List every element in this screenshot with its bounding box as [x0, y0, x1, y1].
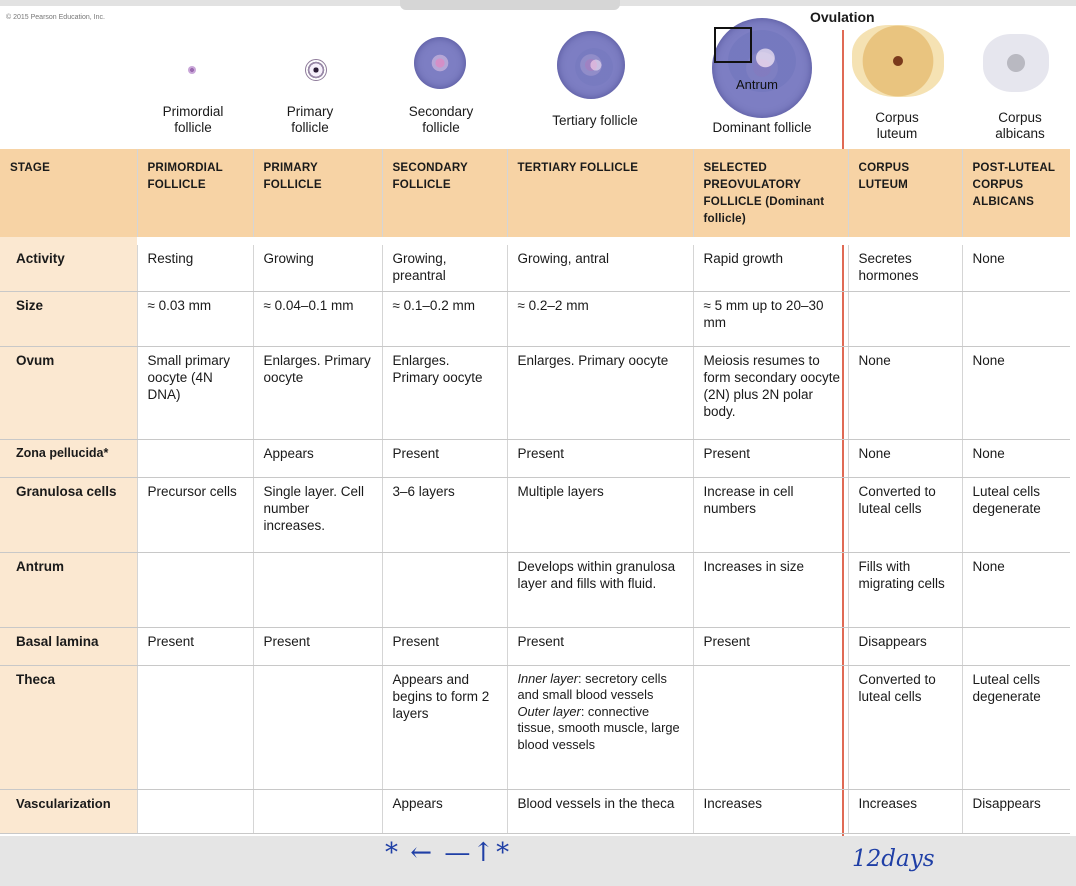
- handwritten-marks: * ← —↑*: [385, 838, 512, 868]
- table-cell: Develops within granulosa layer and fills with fluid.: [507, 552, 693, 627]
- table-row: [0, 291, 1070, 346]
- table-cell: Increase in cell numbers: [693, 477, 848, 552]
- copyright: © 2015 Pearson Education, Inc.: [6, 14, 105, 21]
- table-cell: Enlarges. Primary oocyte: [382, 346, 507, 439]
- header-corpus-luteum: CORPUS LUTEUM: [848, 149, 962, 237]
- table-cell: ≈ 5 mm up to 20–30 mm: [693, 291, 848, 346]
- table-cell: Converted to luteal cells: [848, 477, 962, 552]
- table-cell: ≈ 0.1–0.2 mm: [382, 291, 507, 346]
- table-row: [0, 245, 1070, 291]
- table-cell: Disappears: [848, 627, 962, 665]
- top-bar-handle[interactable]: [400, 0, 620, 10]
- table-cell: None: [848, 439, 962, 477]
- table-cell: Appears and begins to form 2 layers: [382, 665, 507, 789]
- row-label: Granulosa cells: [0, 477, 137, 552]
- table-cell: Fills with migrating cells: [848, 552, 962, 627]
- table-cell: Luteal cells degenerate: [962, 665, 1070, 789]
- table-row: [0, 439, 1070, 477]
- table-cell: Present: [253, 627, 382, 665]
- table-cell: Secretes hormones: [848, 245, 962, 291]
- tertiary-antrum-image: [575, 48, 613, 86]
- table-cell: ≈ 0.04–0.1 mm: [253, 291, 382, 346]
- table-cell: None: [962, 439, 1070, 477]
- table-row: [0, 346, 1070, 439]
- table-cell: Present: [137, 627, 253, 665]
- stage-label-dominant: Dominant follicle: [712, 120, 812, 135]
- table-cell: ≈ 0.03 mm: [137, 291, 253, 346]
- table-cell: Enlarges. Primary oocyte: [507, 346, 693, 439]
- table-cell: [693, 665, 848, 789]
- table-cell: Growing: [253, 245, 382, 291]
- table-cell: Appears: [382, 789, 507, 833]
- header-corpus-albicans: POST-LUTEAL CORPUS ALBICANS: [962, 149, 1070, 237]
- table-cell: [253, 552, 382, 627]
- row-label: Vascularization: [0, 789, 137, 833]
- primary-follicle-image: [305, 59, 327, 81]
- table-cell: Multiple layers: [507, 477, 693, 552]
- stage-label-corpus-luteum: Corpus luteum: [875, 110, 919, 141]
- table-cell: ≈ 0.2–2 mm: [507, 291, 693, 346]
- stage-label-secondary: Secondary follicle: [408, 104, 474, 135]
- table-cell: [137, 789, 253, 833]
- table-cell: [962, 627, 1070, 665]
- table-cell: Present: [382, 627, 507, 665]
- outer-layer-text: : connective tissue, smooth muscle, large blood vessels: [517, 703, 680, 752]
- table-cell: None: [962, 346, 1070, 439]
- secondary-follicle-image: [414, 37, 466, 89]
- table-cell: 3–6 layers: [382, 477, 507, 552]
- row-label: Zona pellucida*: [0, 439, 137, 477]
- row-label: Antrum: [0, 552, 137, 627]
- inner-layer-text: : secretory cells and small blood vessels: [517, 670, 667, 702]
- header-secondary: SECONDARY FOLLICLE: [382, 149, 507, 237]
- table-row: [0, 552, 1070, 627]
- corpus-luteum-image: [852, 25, 944, 97]
- table-cell: Present: [507, 439, 693, 477]
- row-label: Size: [0, 291, 137, 346]
- table-gap: [0, 237, 1070, 245]
- table-cell: [848, 291, 962, 346]
- header-stage: STAGE: [0, 149, 137, 237]
- table-cell: [962, 291, 1070, 346]
- table-cell: Luteal cells degenerate: [962, 477, 1070, 552]
- top-bar: [0, 0, 1076, 6]
- handwritten-days: 12days: [852, 846, 935, 872]
- ovulation-label: Ovulation: [810, 9, 875, 25]
- table-cell: [137, 665, 253, 789]
- table-cell: [382, 552, 507, 627]
- table-cell: Growing, preantral: [382, 245, 507, 291]
- header-primordial: PRIMORDIAL FOLLICLE: [137, 149, 253, 237]
- table-cell: Resting: [137, 245, 253, 291]
- table-cell: Increases: [693, 789, 848, 833]
- stage-label-primary: Primary follicle: [286, 104, 334, 135]
- table-header-row: [0, 149, 1070, 237]
- table-cell: Present: [693, 627, 848, 665]
- table-cell: Small primary oocyte (4N DNA): [137, 346, 253, 439]
- table-cell: Present: [693, 439, 848, 477]
- table-cell: [253, 665, 382, 789]
- antrum-box: [714, 27, 752, 63]
- table-cell: Converted to luteal cells: [848, 665, 962, 789]
- header-primary: PRIMARY FOLLICLE: [253, 149, 382, 237]
- theca-tertiary-cell: [507, 665, 693, 789]
- table-row: [0, 789, 1070, 833]
- table-row: [0, 665, 1070, 789]
- table-cell: [253, 789, 382, 833]
- header-dominant: SELECTED PREOVULATORY FOLLICLE (Dominant follicle): [693, 149, 848, 237]
- outer-layer-label: Outer layer: [517, 703, 581, 719]
- inner-layer-label: Inner layer: [517, 670, 578, 686]
- table-row: [0, 627, 1070, 665]
- table-cell: [137, 552, 253, 627]
- table-cell: Precursor cells: [137, 477, 253, 552]
- stage-label-tertiary: Tertiary follicle: [552, 113, 638, 128]
- row-label: Activity: [0, 245, 137, 291]
- table-cell: Blood vessels in the theca: [507, 789, 693, 833]
- stage-label-primordial: Primordial follicle: [162, 104, 224, 135]
- row-label: Basal lamina: [0, 627, 137, 665]
- stage-label-corpus-albicans: Corpus albicans: [995, 110, 1045, 141]
- table-cell: Increases in size: [693, 552, 848, 627]
- table-cell: Meiosis resumes to form secondary oocyte (2N) plus 2N polar body.: [693, 346, 848, 439]
- table-row: [0, 477, 1070, 552]
- primordial-follicle-image: [188, 66, 196, 74]
- table-cell: None: [962, 245, 1070, 291]
- table-cell: Disappears: [962, 789, 1070, 833]
- row-label: Theca: [0, 665, 137, 789]
- table-cell: None: [848, 346, 962, 439]
- table-cell: Growing, antral: [507, 245, 693, 291]
- table-cell: None: [962, 552, 1070, 627]
- antrum-label: Antrum: [736, 77, 778, 92]
- follicle-table: [0, 149, 1070, 834]
- table-cell: Present: [507, 627, 693, 665]
- row-label: Ovum: [0, 346, 137, 439]
- table-cell: Single layer. Cell number increases.: [253, 477, 382, 552]
- table-cell: Increases: [848, 789, 962, 833]
- table-cell: Enlarges. Primary oocyte: [253, 346, 382, 439]
- table-cell: [137, 439, 253, 477]
- corpus-albicans-image: [983, 34, 1049, 92]
- header-tertiary: TERTIARY FOLLICLE: [507, 149, 693, 237]
- table-cell: Appears: [253, 439, 382, 477]
- table-cell: Present: [382, 439, 507, 477]
- table-cell: Rapid growth: [693, 245, 848, 291]
